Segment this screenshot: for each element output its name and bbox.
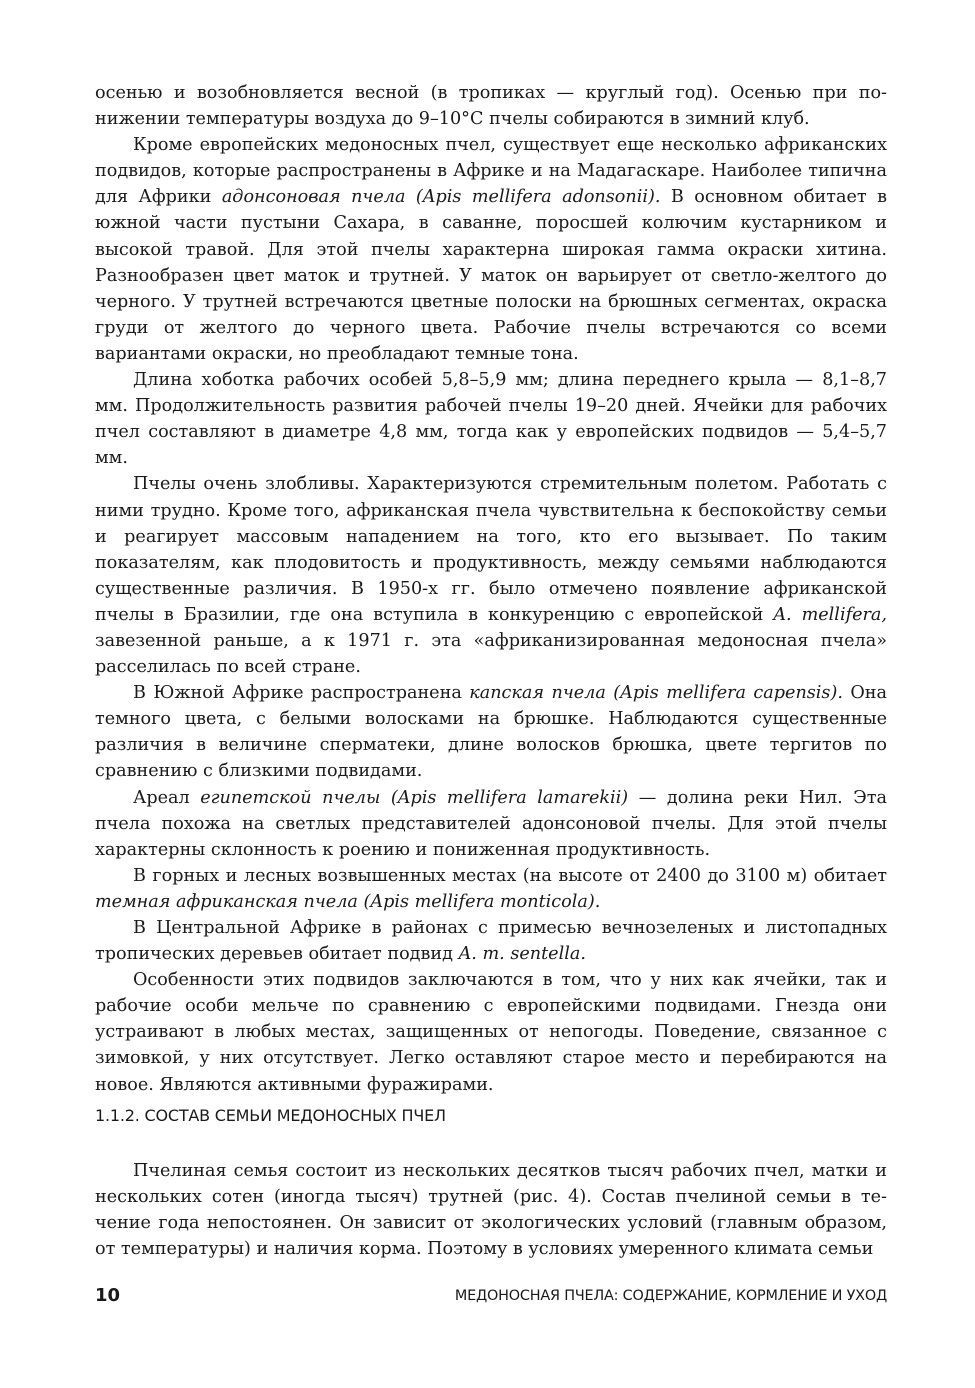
section-heading: 1.1.2. СОСТАВ СЕМЬИ МЕДОНОСНЫХ ПЧЕЛ (95, 1106, 446, 1125)
text-run: В горных и лесных возвышенных местах (на высоте от 2400 до 3100 м) обитает (133, 865, 887, 886)
text-run: завезенной раньше, а к 1971 г. эта «африканизированная медоносная пчела» расселилась по всей стране. (95, 630, 887, 678)
species-name-capensis: капская пчела (Apis mellifera capensis). (469, 683, 843, 704)
species-name-adonsonii: адонсоновая пчела (Apis mellifera adonsonii). (221, 187, 661, 208)
text-run: Пчелы очень злобливы. Характеризуются стремительным полетом. Работать с ними трудно. Кроме того, африканская пчела чувствительна к беспокойству семьи и реагирует массовым нападением на того, кто его вызывает. По таким показателям, как плодовитость и продуктивность, между семьями наблюдаются существенные различия. В 1950-х гг. было отмечено появление африканской пчелы в Бразилии, где она вступила в конкуренцию с европейской (95, 474, 887, 625)
text-run: В Центральной Африке в районах с примесью вечнозеленых и листопадных тропических деревьев обитает подвид (95, 918, 887, 965)
text-run: Ареал (133, 787, 201, 808)
paragraph-subspecies-features: Особенности этих подвидов заключаются в том, что у них как ячейки, так и рабочие особи мельче по сравнению с европейскими подвидами. Гнезда они устраивают в любых местах, защищенных от непогоды. Поведение, связанное с зимовкой, у них отсутствует. Легко оставляют старое место и перебираются на новое. Являются активными фуражирами. (95, 970, 887, 1095)
paragraph-proboscis-length: Длина хоботка рабочих особей 5,8–5,9 мм; длина переднего крыла — 8,1–8,7 мм. Продолжительность развития рабочей пчелы 19–20 дней. Ячейки для рабочих пчел составляют в диаметре 4,8 мм, тогда как у европейских подвидов — 5,4–5,7 мм. (95, 370, 887, 469)
text-run: Она темного цвета, с белыми волосками на брюшке. Наблюдаются существенные различия в величине сперматеки, длине волосков брюшка, цвете тергитов по сравнению с близкими подвидами. (95, 683, 887, 782)
species-name-mellifera: A. mellifera, (773, 604, 887, 625)
main-text (95, 80, 887, 1098)
paragraph-aggressiveness (95, 471, 887, 680)
text-run: В основном обитает в южной части пустыни Сахара, в саванне, поросшей колючим кустарником и высокой травой. Для этой пчелы характерна широкая гамма окраски хитина. Разнообразен цвет маток и трутней. У маток он варьирует от светло-желтого до черного. У трутней встречаются цветные полоски на брюшных сегментах, окраска груди от желтого до черного цвета. Рабочие пчелы встречаются со всеми вариантами окраски, но преобладают темные тона. (95, 187, 888, 364)
text-run: В Южной Африке распространена (133, 683, 470, 704)
species-name-sentella: A. m. sentella. (458, 944, 586, 965)
paragraph-cape-bee (95, 680, 887, 784)
text-run: Кроме европейских медоносных пчел, существует еще несколько африканских подвидов, которые распространены в Африке и на Мадагаскаре. Наиболее типична для Африки (95, 135, 887, 208)
running-title: МЕДОНОСНАЯ ПЧЕЛА: СОДЕРЖАНИЕ, КОРМЛЕНИЕ И УХОД (454, 1288, 887, 1304)
paragraph-sentella (95, 915, 887, 967)
paragraph-colony-composition: Пчелиная семья состоит из нескольких десятков тысяч рабочих пчел, матки и нескольких сотен (иногда тысяч) трутней (рис. 4). Состав пчелиной семьи в течение года непостоянен. Он зависит от экологических условий (главным образом, от температуры) и наличия корма. Поэтому в условиях умеренного климата семьи (95, 1161, 887, 1260)
paragraph-european-african-bees (95, 132, 887, 367)
page-number: 10 (95, 1285, 121, 1306)
species-name-monticola: темная африканская пчела (Apis mellifera monticola). (95, 891, 601, 912)
text-run: — долина реки Нил. Эта пчела похожа на светлых представителей адонсоновой пчелы. Для этой пчелы характерны склонность к роению и пониженная продуктивность. (95, 787, 887, 860)
paragraph-continuation: осенью и возобновляется весной (в тропиках — круглый год). Осенью при понижении температуры воздуха до 9–10°С пчелы собираются в зимний клуб. (95, 83, 887, 130)
section-text (95, 1158, 887, 1262)
paragraph-egyptian-bee (95, 785, 887, 863)
species-name-lamarekii: египетской пчелы (Apis mellifera lamarekii) (200, 787, 629, 808)
paragraph-monticola (95, 863, 887, 915)
